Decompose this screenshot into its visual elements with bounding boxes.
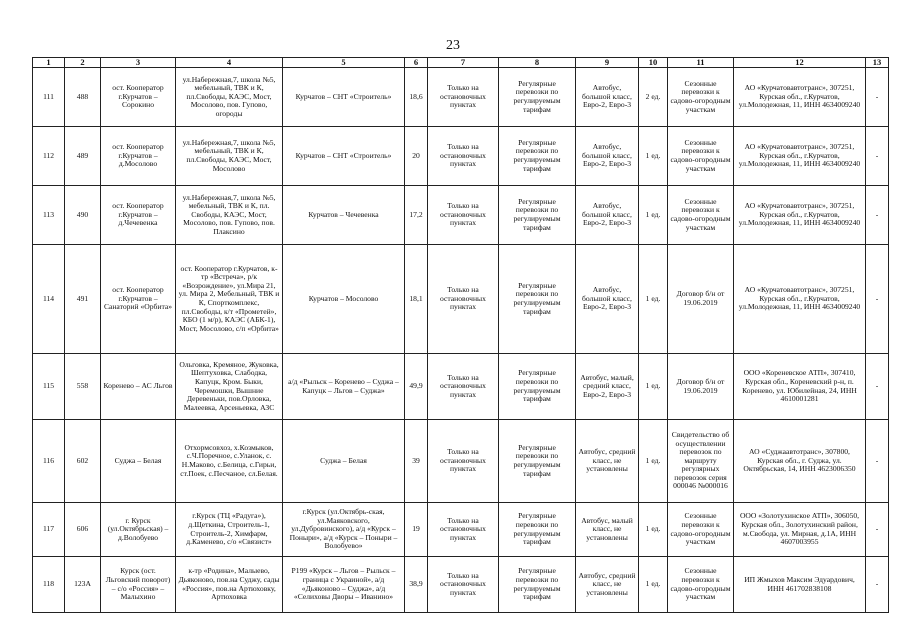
page-number: 23 [446, 38, 460, 53]
route-length: 20 [405, 127, 428, 186]
transport-type: Регулярные перевозки по регулируемым тарифам [499, 503, 576, 557]
route-name: г. Курск (ул.Октябрьская) – д.Волобуево [101, 503, 176, 557]
route-stops: ул.Набережная,7, школа №5, мебельный, ТВК и К, пл. Свободы, КАЭС, Мост, Мосолово, пов. Гупово, пов. Плаксино [176, 186, 283, 245]
table-row [33, 354, 889, 420]
transport-type: Регулярные перевозки по регулируемым тарифам [499, 420, 576, 503]
route-stops: Отхормсовхоз, х.Козмыков, с.Ч.Поречное, с.Уланок, с. Н.Маково, с.Белица, с.Гирьи, ст.Поек, с.Песчаное, сл.Белая. [176, 420, 283, 503]
extra-info: - [866, 503, 889, 557]
transport-type: Регулярные перевозки по регулируемым тарифам [499, 557, 576, 613]
vehicle-count: 1 ед. [639, 127, 668, 186]
route-streets: Курчатов – СНТ «Строитель» [283, 68, 405, 127]
route-number: 489 [65, 127, 101, 186]
route-name: Курск (ост. Льговский поворот) – с/о «Россия» – Малыхино [101, 557, 176, 613]
route-length: 38,9 [405, 557, 428, 613]
route-length: 17,2 [405, 186, 428, 245]
col-header: 9 [576, 58, 639, 68]
table-row [33, 557, 889, 613]
route-stops: ост. Кооператор г.Курчатов, к-тр «Встреча», р/к «Возрождение», ул.Мира 21, ул. Мира 2, Мебельный, ТВК и К, Спорткомплекс, пл.Свободы, к/т «Прометей», КБО (1 м/р), КАЭС (АБК-1), Мост, Мосолово, с/п «Орбита» [176, 245, 283, 354]
route-name: ост. Кооператор г.Курчатов – д.Чечевенка [101, 186, 176, 245]
col-header: 1 [33, 58, 65, 68]
vehicle-count: 1 ед. [639, 186, 668, 245]
boarding-order: Только на остановочных пунктах [428, 354, 499, 420]
vehicle-count: 1 ед. [639, 245, 668, 354]
boarding-order: Только на остановочных пунктах [428, 127, 499, 186]
route-stops: ул.Набережная,7, школа №5, мебельный, ТВК и К, пл.Свободы, КАЭС, Мост, Мосолово [176, 127, 283, 186]
vehicle-count: 1 ед. [639, 557, 668, 613]
route-length: 18,6 [405, 68, 428, 127]
transport-type: Регулярные перевозки по регулируемым тарифам [499, 245, 576, 354]
route-streets: Суджа – Белая [283, 420, 405, 503]
col-header: 12 [734, 58, 866, 68]
col-header: 10 [639, 58, 668, 68]
start-date: Сезонные перевозки к садово-огородным участкам [668, 503, 734, 557]
route-number: 123А [65, 557, 101, 613]
boarding-order: Только на остановочных пунктах [428, 503, 499, 557]
col-header: 7 [428, 58, 499, 68]
vehicle-info: Автобус, большой класс, Евро-2, Евро-3 [576, 186, 639, 245]
carrier-info: ООО «Золотухинское АТП», 306050, Курская обл., Золотухинский район, м.Свобода, ул. Мирная, д.1А, ИНН 4607003955 [734, 503, 866, 557]
table-row [33, 420, 889, 503]
vehicle-info: Автобус, большой класс, Евро-2, Евро-3 [576, 127, 639, 186]
row-number: 111 [33, 68, 65, 127]
table-row [33, 245, 889, 354]
start-date: Договор б/н от 19.06.2019 [668, 245, 734, 354]
extra-info: - [866, 127, 889, 186]
route-streets: Р199 «Курск – Льгов – Рыльск – граница с Украиной», а/д «Дьяконово – Суджа», а/д «Селиховы Дворы – Иванино» [283, 557, 405, 613]
route-length: 18,1 [405, 245, 428, 354]
row-number: 117 [33, 503, 65, 557]
route-number: 558 [65, 354, 101, 420]
routes-table [32, 57, 889, 613]
col-header: 8 [499, 58, 576, 68]
carrier-info: АО «Курчатовавтотранс», 307251, Курская обл., г.Курчатов, ул.Молодежная, 11, ИНН 4634009240 [734, 186, 866, 245]
extra-info: - [866, 420, 889, 503]
start-date: Договор б/н от 19.06.2019 [668, 354, 734, 420]
route-number: 490 [65, 186, 101, 245]
row-number: 114 [33, 245, 65, 354]
route-length: 49,9 [405, 354, 428, 420]
transport-type: Регулярные перевозки по регулируемым тарифам [499, 186, 576, 245]
start-date: Свидетельство об осуществлении перевозок по маршруту регулярных перевозок серия 000046 №000016 [668, 420, 734, 503]
route-name: Коренево – АС Льгов [101, 354, 176, 420]
col-header: 11 [668, 58, 734, 68]
col-header: 2 [65, 58, 101, 68]
vehicle-info: Автобус, большой класс, Евро-2, Евро-3 [576, 68, 639, 127]
col-header: 6 [405, 58, 428, 68]
carrier-info: АО «Суджаавтотранс», 307800, Курская обл., г. Суджа, ул. Октябрьская, 14, ИНН 4623006350 [734, 420, 866, 503]
route-number: 602 [65, 420, 101, 503]
table-row [33, 503, 889, 557]
carrier-info: АО «Курчатовавтотранс», 307251, Курская обл., г.Курчатов, ул.Молодежная, 11, ИНН 4634009240 [734, 245, 866, 354]
route-length: 39 [405, 420, 428, 503]
route-stops: Ольговка, Кремяное, Жуковка, Шептуховка, Слабодка, Капуцк, Кром. Быки, Черемошки, Вышние Деревеньки, пов.Орловка, Малеевка, Арсеньевка, АЗС [176, 354, 283, 420]
start-date: Сезонные перевозки к садово-огородным участкам [668, 186, 734, 245]
route-streets: Курчатов – Чечевенка [283, 186, 405, 245]
boarding-order: Только на остановочных пунктах [428, 420, 499, 503]
carrier-info: ИП Жмыхов Максим Эдуардович, ИНН 461702838108 [734, 557, 866, 613]
boarding-order: Только на остановочных пунктах [428, 186, 499, 245]
vehicle-info: Автобус, средний класс, не установлены [576, 557, 639, 613]
vehicle-info: Автобус, малый класс, не установлены [576, 503, 639, 557]
vehicle-info: Автобус, большой класс, Евро-2, Евро-3 [576, 245, 639, 354]
extra-info: - [866, 68, 889, 127]
row-number: 112 [33, 127, 65, 186]
route-length: 19 [405, 503, 428, 557]
row-number: 116 [33, 420, 65, 503]
col-header: 13 [866, 58, 889, 68]
vehicle-count: 1 ед. [639, 420, 668, 503]
route-stops: г.Курск (ТЦ «Радуга»), д.Щеткина, Строитель-1, Строитель-2, Химфарм, д.Каменево, с/о «Связист» [176, 503, 283, 557]
route-name: Суджа – Белая [101, 420, 176, 503]
row-number: 113 [33, 186, 65, 245]
table-row [33, 127, 889, 186]
extra-info: - [866, 245, 889, 354]
transport-type: Регулярные перевозки по регулируемым тарифам [499, 354, 576, 420]
boarding-order: Только на остановочных пунктах [428, 557, 499, 613]
route-number: 606 [65, 503, 101, 557]
header-row [33, 58, 889, 68]
route-name: ост. Кооператор г.Курчатов – Санаторий «Орбита» [101, 245, 176, 354]
carrier-info: АО «Курчатовавтотранс», 307251, Курская обл., г.Курчатов, ул.Молодежная, 11, ИНН 4634009240 [734, 127, 866, 186]
route-name: ост. Кооператор г.Курчатов – Сорокино [101, 68, 176, 127]
vehicle-info: Автобус, малый, средний класс, Евро-2, Евро-3 [576, 354, 639, 420]
carrier-info: ООО «Кореневское АТП», 307410, Курская обл., Кореневский р-н, п. Коренево, ул. Юбилейная, 24, ИНН 4610001281 [734, 354, 866, 420]
vehicle-count: 2 ед. [639, 68, 668, 127]
boarding-order: Только на остановочных пунктах [428, 245, 499, 354]
col-header: 3 [101, 58, 176, 68]
start-date: Сезонные перевозки к садово-огородным участкам [668, 127, 734, 186]
route-streets: а/д «Рыльск – Коренево – Суджа – Капуцк – Льгов – Суджа» [283, 354, 405, 420]
row-number: 118 [33, 557, 65, 613]
extra-info: - [866, 557, 889, 613]
carrier-info: АО «Курчатовавтотранс», 307251, Курская обл., г.Курчатов, ул.Молодежная, 11, ИНН 4634009240 [734, 68, 866, 127]
col-header: 5 [283, 58, 405, 68]
route-streets: Курчатов – СНТ «Строитель» [283, 127, 405, 186]
boarding-order: Только на остановочных пунктах [428, 68, 499, 127]
route-name: ост. Кооператор г.Курчатов – д.Мосолово [101, 127, 176, 186]
table-row [33, 68, 889, 127]
route-streets: Курчатов – Мосолово [283, 245, 405, 354]
vehicle-count: 1 ед. [639, 503, 668, 557]
vehicle-count: 1 ед. [639, 354, 668, 420]
start-date: Сезонные перевозки к садово-огородным участкам [668, 557, 734, 613]
transport-type: Регулярные перевозки по регулируемым тарифам [499, 68, 576, 127]
route-stops: ул.Набережная,7, школа №5, мебельный, ТВК и К, пл.Свободы, КАЭС, Мост, Мосолово, пов. Гупово, огороды [176, 68, 283, 127]
transport-type: Регулярные перевозки по регулируемым тарифам [499, 127, 576, 186]
extra-info: - [866, 354, 889, 420]
extra-info: - [866, 186, 889, 245]
row-number: 115 [33, 354, 65, 420]
vehicle-info: Автобус, средний класс, не установлены [576, 420, 639, 503]
route-number: 491 [65, 245, 101, 354]
route-stops: к-тр «Родина», Малыево, Дьяконово, пов.на Суджу, сады «Россия», пов.на Артюховку, Артюховка [176, 557, 283, 613]
col-header: 4 [176, 58, 283, 68]
route-streets: г.Курск (ул.Октябрь-ская, ул.Маяковского, ул.Дубровинского), а/д «Курск – Поныри», а/д «Курск – Поныри – Волобуево» [283, 503, 405, 557]
table-row [33, 186, 889, 245]
route-number: 488 [65, 68, 101, 127]
start-date: Сезонные перевозки к садово-огородным участкам [668, 68, 734, 127]
